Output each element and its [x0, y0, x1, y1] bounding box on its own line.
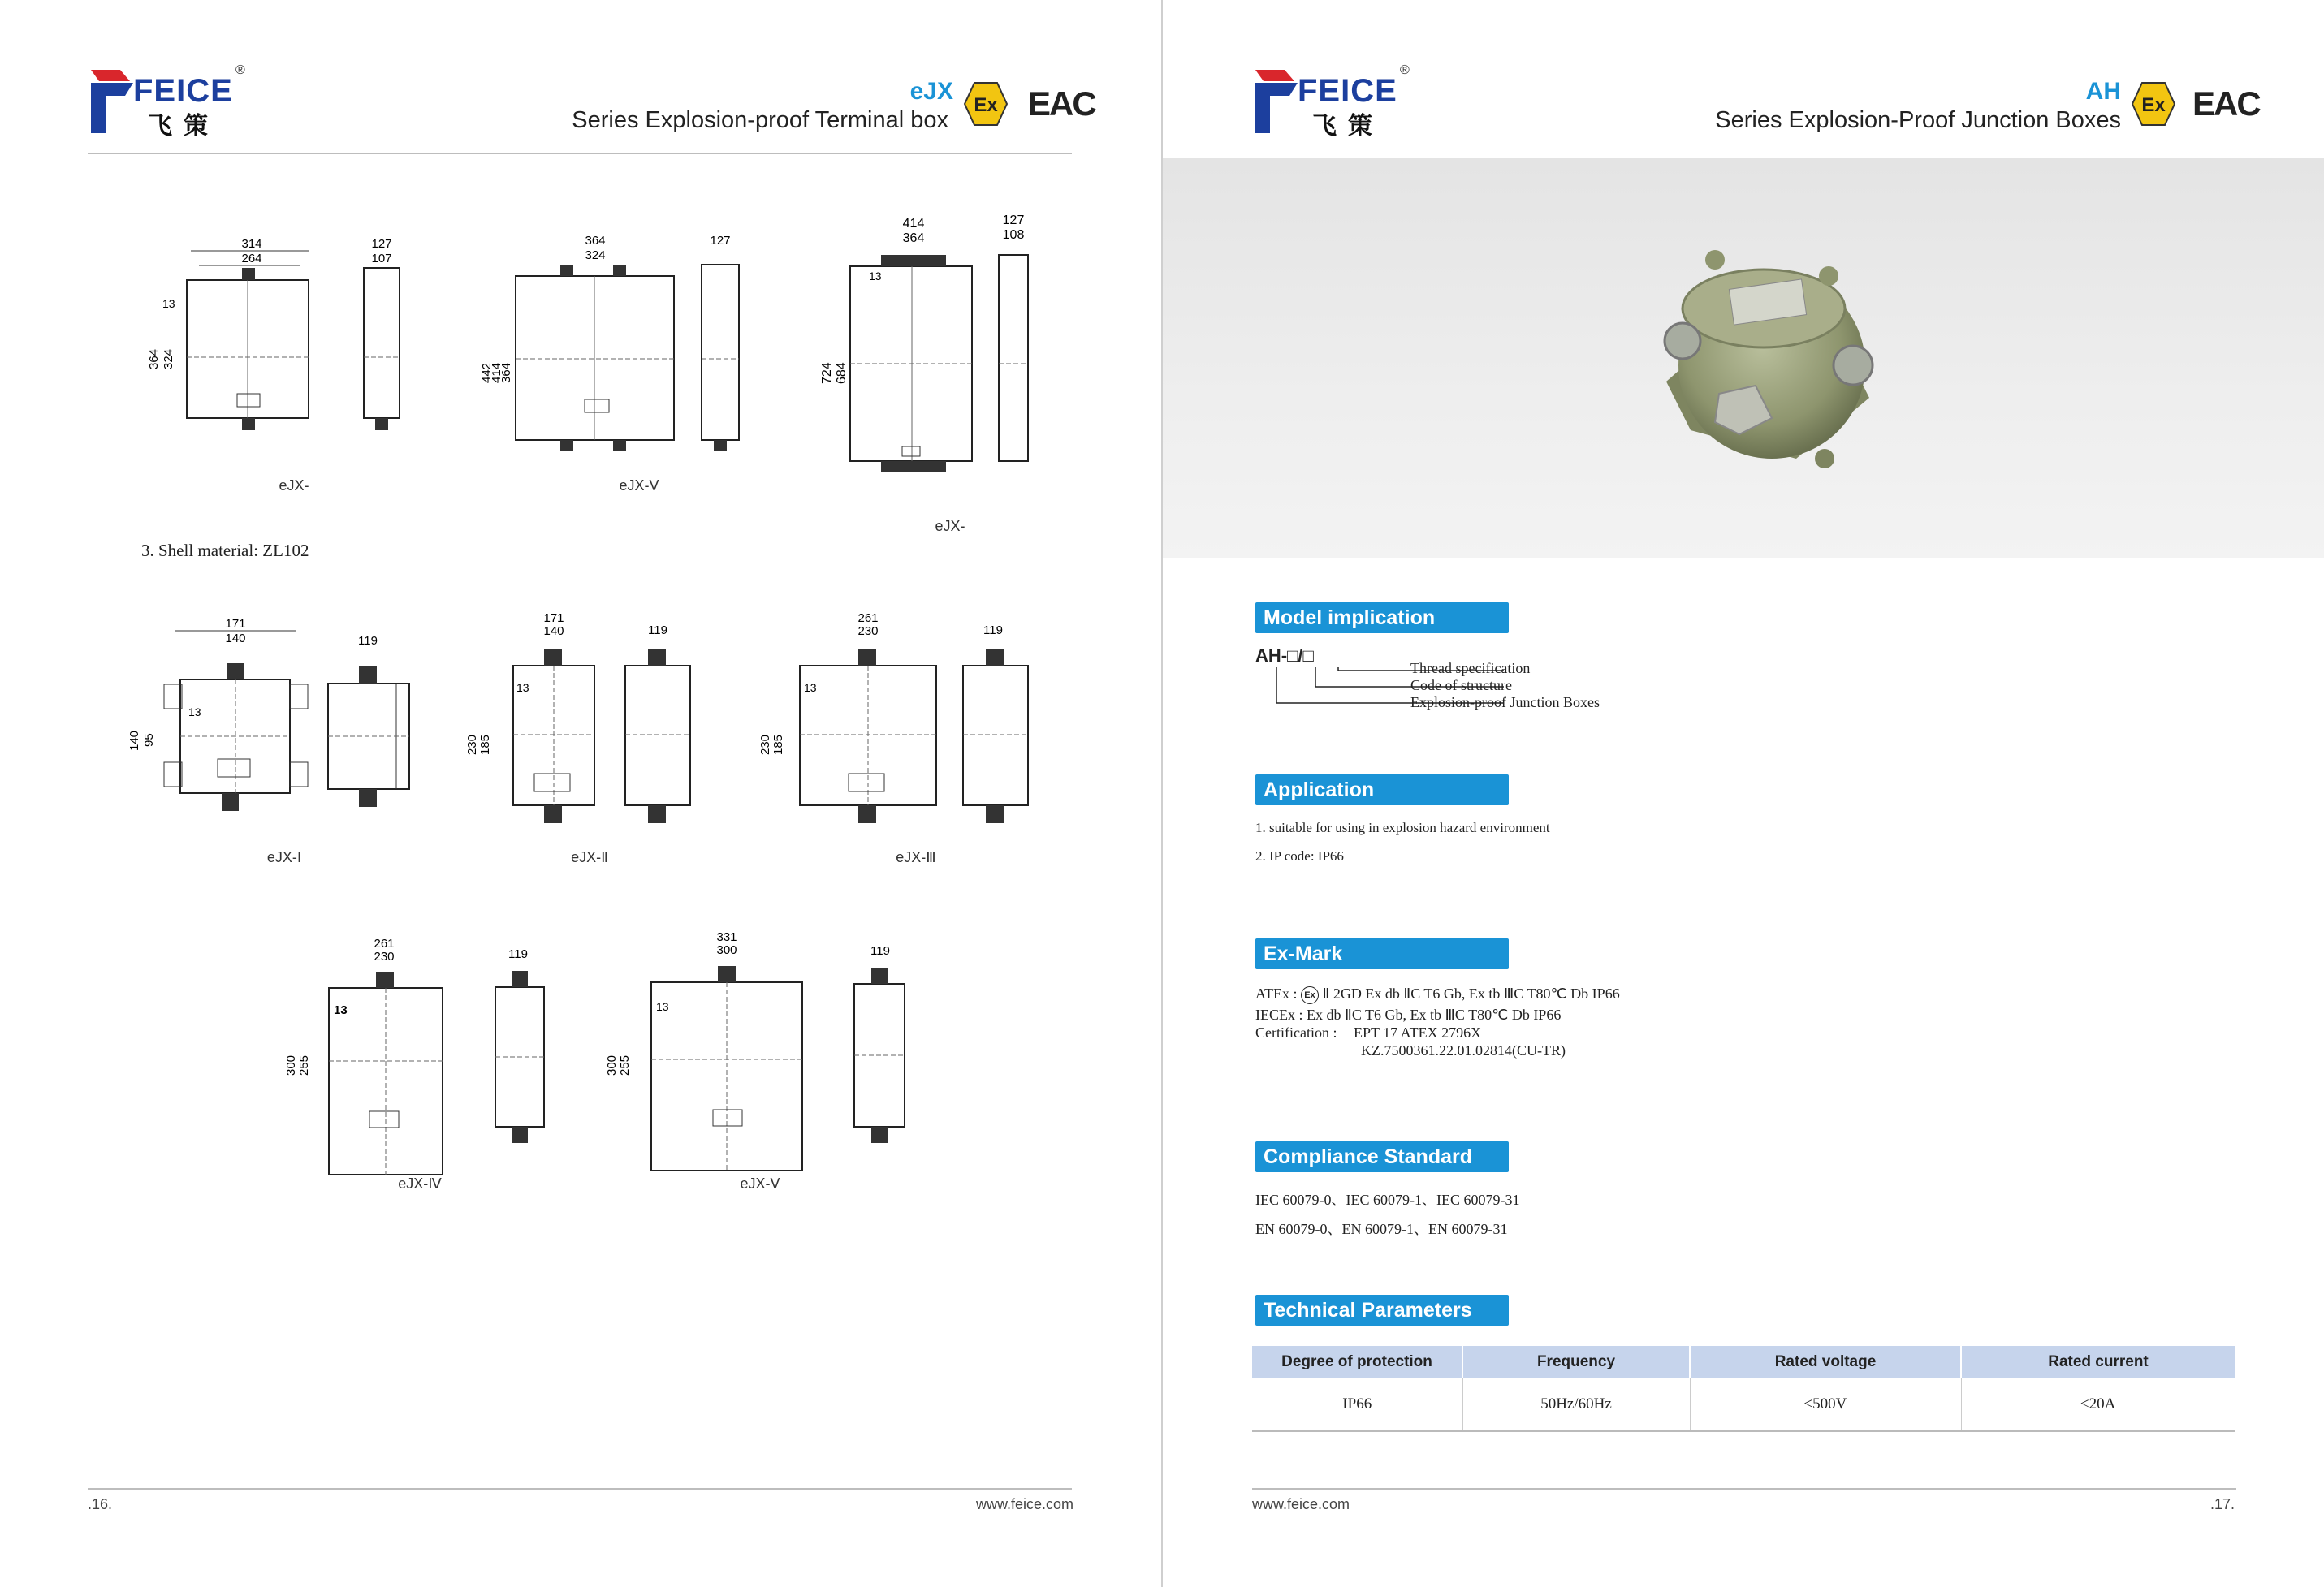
svg-text:140: 140 [543, 624, 564, 638]
svg-text:119: 119 [870, 944, 890, 958]
series-title: Series Explosion-Proof Junction Boxes [1715, 107, 2121, 133]
drawing-caption: eJX-Ⅰ [266, 849, 302, 865]
drawing-ejx-1-side [323, 633, 421, 820]
compliance-item: EN 60079-0、EN 60079-1、EN 60079-31 [1255, 1221, 1508, 1237]
drawing-caption: eJX-Ⅱ [571, 849, 608, 865]
svg-text:13: 13 [656, 1000, 669, 1013]
table-header-row [1252, 1346, 2235, 1378]
atex-line: ATEx : Ex Ⅱ 2GD Ex db ⅡC T6 Gb, Ex tb ⅢC T80℃ Db IP66 [1255, 985, 1620, 1004]
feice-logo-icon [88, 63, 136, 135]
svg-text:414: 414 [490, 362, 503, 383]
iecex-line: IECEx : Ex db ⅡC T6 Gb, Ex tb ⅢC T80℃ Db IP66 [1255, 1007, 1562, 1023]
svg-text:261: 261 [374, 937, 395, 951]
drawing-caption: eJX-Ⅳ [398, 1175, 442, 1192]
table-header: Frequency [1462, 1346, 1690, 1378]
drawing-ejx-side [349, 231, 414, 442]
application-item: 1. suitable for using in explosion hazard environment [1255, 820, 1550, 835]
brand-name: FEICE [133, 73, 233, 109]
drawing-ejx-v2-front [601, 929, 828, 1157]
brand-name: FEICE [1298, 73, 1397, 109]
svg-text:13: 13 [804, 681, 817, 694]
drawing-caption: eJX- [279, 477, 309, 494]
svg-text:127: 127 [371, 237, 392, 251]
svg-text:364: 364 [585, 234, 606, 248]
svg-text:119: 119 [358, 634, 378, 648]
drawing-caption: eJX-V [740, 1175, 780, 1192]
feice-logo [1252, 63, 1410, 140]
svg-text:13: 13 [188, 705, 201, 718]
svg-text:119: 119 [983, 623, 1003, 637]
ex-mark-text: Ex [974, 94, 998, 116]
table-cell: IP66 [1252, 1378, 1462, 1431]
certification-label: Certification : [1255, 1024, 1337, 1041]
model-item-thread: Thread specification [1410, 660, 1531, 676]
table-row [1252, 1378, 2235, 1431]
svg-text:414: 414 [902, 217, 925, 231]
drawing-ejx-v2-side [845, 943, 909, 1154]
drawing-ejx-v-side [692, 229, 749, 456]
registered-mark: ® [1400, 63, 1410, 77]
drawing-ejx-front [146, 231, 333, 442]
svg-text:119: 119 [508, 947, 528, 961]
certification-2: KZ.7500361.22.01.02814(CU-TR) [1361, 1042, 1566, 1059]
svg-text:185: 185 [771, 734, 785, 755]
website: www.feice.com [975, 1496, 1073, 1512]
eac-mark: EAC [2192, 84, 2260, 123]
svg-text:324: 324 [162, 348, 175, 369]
junction-box-photo [1634, 227, 1894, 487]
svg-text:230: 230 [465, 734, 479, 755]
left-page [0, 0, 1161, 1587]
svg-text:255: 255 [618, 1054, 632, 1076]
svg-text:107: 107 [371, 252, 392, 265]
series-title: Series Explosion-proof Terminal box [572, 107, 948, 133]
website: www.feice.com [1252, 1496, 1350, 1512]
drawing-ejx-v-front [479, 229, 690, 456]
page-number: .16. [88, 1496, 113, 1512]
ex-mark-icon [2131, 81, 2176, 127]
right-page [1163, 0, 2324, 1587]
technical-heading: Technical Parameters [1255, 1295, 1509, 1326]
table-cell: 50Hz/60Hz [1462, 1378, 1690, 1431]
svg-text:108: 108 [1002, 228, 1025, 242]
drawing-caption: eJX- [935, 518, 965, 534]
svg-text:364: 364 [147, 348, 161, 369]
svg-text:684: 684 [835, 362, 849, 384]
feice-logo-icon [1252, 63, 1301, 135]
table-header: Degree of protection [1252, 1346, 1462, 1378]
header-divider [88, 153, 1072, 154]
drawing-ejx-2-front [463, 613, 617, 824]
svg-text:13: 13 [869, 270, 882, 282]
shell-material: 3. Shell material: ZL102 [141, 541, 309, 560]
drawing-ejx-2-side [617, 623, 698, 826]
drawing-ejx-3-side [957, 623, 1038, 826]
table-header: Rated voltage [1690, 1346, 1961, 1378]
series-code: eJX [909, 78, 953, 105]
model-item-name: Explosion-proof Junction Boxes [1410, 694, 1600, 710]
svg-text:13: 13 [162, 297, 175, 310]
table-cell: ≤20A [1961, 1378, 2235, 1431]
svg-text:255: 255 [297, 1054, 311, 1076]
model-item-structure: Code of structure [1410, 677, 1512, 693]
svg-text:185: 185 [478, 734, 492, 755]
svg-text:364: 364 [499, 362, 513, 383]
svg-text:442: 442 [480, 362, 494, 383]
svg-text:261: 261 [857, 611, 879, 625]
svg-text:171: 171 [543, 611, 564, 625]
svg-text:13: 13 [516, 681, 529, 694]
svg-text:264: 264 [241, 252, 262, 265]
drawing-caption: eJX-Ⅲ [896, 849, 936, 865]
svg-text:119: 119 [648, 623, 667, 637]
eac-mark: EAC [1028, 84, 1095, 123]
svg-text:140: 140 [225, 632, 246, 645]
ex-mark-icon [963, 81, 1009, 127]
svg-text:324: 324 [585, 248, 606, 262]
drawing-ejx-3-front [759, 613, 954, 824]
svg-text:230: 230 [758, 734, 772, 755]
svg-text:364: 364 [902, 231, 925, 245]
drawing-caption: eJX-V [619, 477, 659, 494]
table-header: Rated current [1961, 1346, 2235, 1378]
ex-circle-icon: Ex [1301, 986, 1319, 1004]
drawing-ejx-4-front [280, 938, 459, 1149]
footer-divider [88, 1488, 1072, 1490]
model-code: AH-□/□ [1255, 645, 1314, 666]
page-number: .17. [2210, 1496, 2235, 1512]
svg-text:95: 95 [142, 733, 156, 747]
feice-logo [88, 63, 245, 140]
footer-divider [1252, 1488, 2236, 1490]
svg-text:314: 314 [241, 237, 262, 251]
svg-text:300: 300 [716, 943, 737, 957]
series-code: AH [2085, 78, 2121, 105]
svg-text:230: 230 [857, 624, 879, 638]
svg-text:300: 300 [605, 1054, 619, 1076]
drawing-ejx-1-front [127, 613, 317, 824]
svg-text:331: 331 [716, 930, 737, 944]
svg-text:171: 171 [225, 617, 246, 631]
certification-1: EPT 17 ATEX 2796X [1354, 1024, 1482, 1041]
svg-text:230: 230 [374, 950, 395, 964]
svg-text:140: 140 [127, 730, 141, 751]
table-cell: ≤500V [1690, 1378, 1961, 1431]
compliance-item: IEC 60079-0、IEC 60079-1、IEC 60079-31 [1255, 1192, 1520, 1208]
brand-name-cn: 飞策 [148, 112, 219, 140]
svg-text:300: 300 [284, 1054, 298, 1076]
brand-name-cn: 飞策 [1312, 112, 1384, 140]
svg-text:127: 127 [1002, 213, 1025, 227]
model-implication-heading: Model implication [1255, 602, 1509, 633]
application-item: 2. IP code: IP66 [1255, 848, 1344, 864]
registered-mark: ® [235, 63, 245, 77]
application-heading: Application [1255, 774, 1509, 805]
ex-mark-text: Ex [2141, 94, 2166, 116]
svg-text:127: 127 [710, 234, 731, 248]
svg-text:13: 13 [334, 1003, 348, 1017]
drawing-ejx-tall-front [816, 209, 995, 477]
technical-parameters-table [1252, 1346, 2235, 1432]
drawing-ejx-4-side [487, 948, 552, 1159]
drawing-ejx-tall-side [989, 209, 1038, 477]
compliance-heading: Compliance Standard [1255, 1141, 1509, 1172]
ex-mark-heading: Ex-Mark [1255, 938, 1509, 969]
svg-text:724: 724 [820, 362, 834, 384]
